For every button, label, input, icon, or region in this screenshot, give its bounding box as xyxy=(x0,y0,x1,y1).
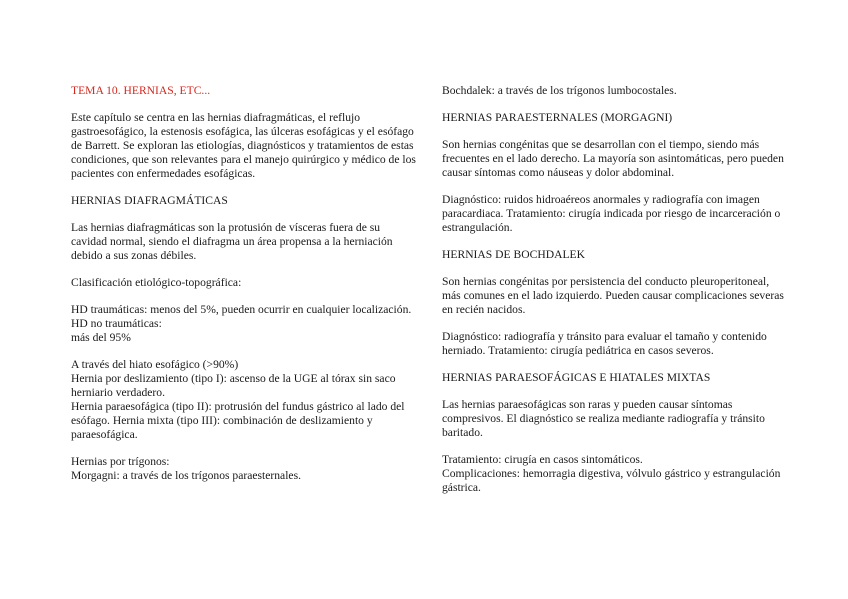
trigonos-morgagni: Morgagni: a través de los trígonos paraesternales. xyxy=(71,469,301,482)
hiato-tipo-1: Hernia por deslizamiento (tipo I): ascenso de la UGE al tórax sin saco herniario verdadero. xyxy=(71,372,396,399)
tratamiento-paragraph xyxy=(442,453,787,495)
heading-hernias-bochdalek: HERNIAS DE BOCHDALEK xyxy=(442,248,585,261)
heading-hernias-paraesternales: HERNIAS PARAESTERNALES (MORGAGNI) xyxy=(442,111,673,124)
paraesofagicas-paragraph: Las hernias paraesofágicas son raras y pueden causar síntomas compresivos. El diagnóstico se realiza mediante radiografía y tránsito baritado. xyxy=(442,398,765,439)
paraesternales-diagnostico: Diagnóstico: ruidos hidroaéreos anormales y radiografía con imagen paracardiaca. Tratamiento: cirugía indicada por riesgo de incarceración o estrangulación. xyxy=(442,193,781,234)
diafragmaticas-paragraph: Las hernias diafragmáticas son la protusión de vísceras fuera de su cavidad normal, siendo el diafragma un área propensa a la herniación debido a sus zonas débiles. xyxy=(71,221,393,262)
paraesternales-paragraph: Son hernias congénitas que se desarrollan con el tiempo, siendo más frecuentes en el lado derecho. La mayoría son asintomáticas, pero pueden causar síntomas como náuseas y dolor abdominal. xyxy=(442,138,784,179)
hiato-paragraph xyxy=(71,358,416,442)
hiato-intro: A través del hiato esofágico (>90%) xyxy=(71,358,239,371)
chapter-title: TEMA 10. HERNIAS, ETC... xyxy=(71,84,211,97)
heading-hernias-paraesofagicas: HERNIAS PARAESOFÁGICAS E HIATALES MIXTAS xyxy=(442,371,711,384)
left-column xyxy=(71,84,416,496)
intro-paragraph: Este capítulo se centra en las hernias diafragmáticas, el reflujo gastroesofágico, la estenosis esofágica, las úlceras esofágicas y el esófago de Barrett. Se exploran las etiologías, diagnósticos y tratamientos de estas condiciones, que son relevantes para el manejo quirúrgico y médico de los pacientes con enfermedades esofágicas. xyxy=(71,111,416,180)
bochdalek-paragraph: Son hernias congénitas por persistencia del conducto pleuroperitoneal, más comunes en el lado izquierdo. Pueden causar complicaciones severas en recién nacidos. xyxy=(442,275,784,316)
bochdalek-diagnostico: Diagnóstico: radiografía y tránsito para evaluar el tamaño y contenido herniado. Tratamiento: cirugía pediátrica en casos severos. xyxy=(442,330,767,357)
clasificacion-label: Clasificación etiológico-topográfica: xyxy=(71,276,242,289)
right-column xyxy=(442,84,787,508)
complicaciones-line: Complicaciones: hemorragia digestiva, vólvulo gástrico y estrangulación gástrica. xyxy=(442,467,781,494)
hd-traumaticas-paragraph xyxy=(71,303,416,345)
trigonos-paragraph xyxy=(71,455,416,483)
bochdalek-trigonos-line: Bochdalek: a través de los trígonos lumbocostales. xyxy=(442,84,677,97)
hiato-tipo-2-3: Hernia paraesofágica (tipo II): protrusión del fundus gástrico al lado del esófago. Hernia mixta (tipo III): combinación de deslizamiento y paraesofágica. xyxy=(71,400,405,441)
hd-line-1: HD traumáticas: menos del 5%, pueden ocurrir en cualquier localización. HD no traumáticas: xyxy=(71,303,412,330)
tratamiento-line: Tratamiento: cirugía en casos sintomáticos. xyxy=(442,453,643,466)
heading-hernias-diafragmaticas: HERNIAS DIAFRAGMÁTICAS xyxy=(71,194,228,207)
hd-line-2: más del 95% xyxy=(71,331,131,344)
trigonos-intro: Hernias por trígonos: xyxy=(71,455,170,468)
